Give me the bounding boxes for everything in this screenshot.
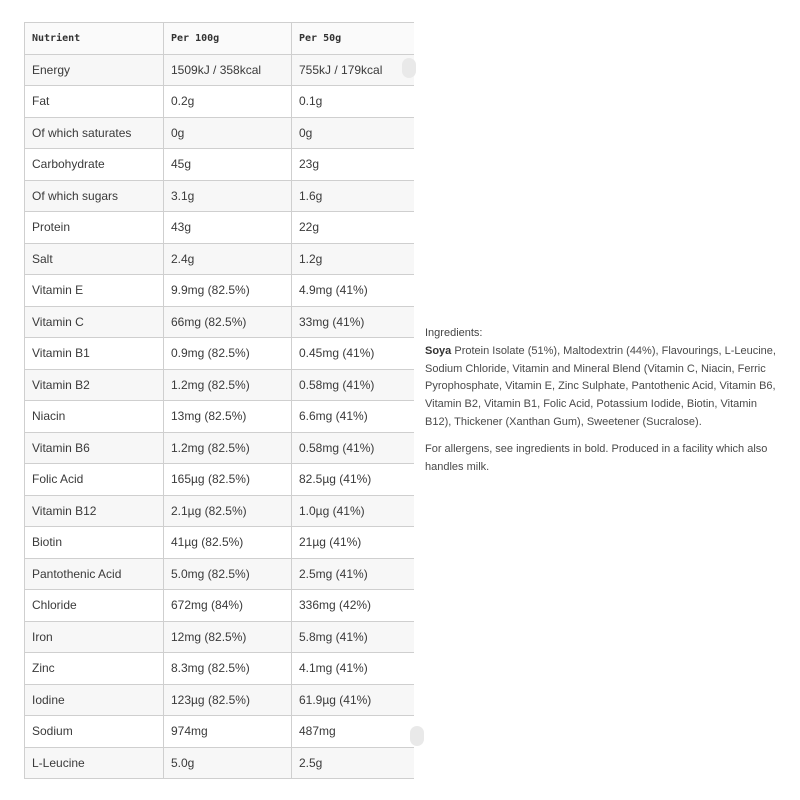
value-per-100g: 1.2mg (82.5%) <box>164 369 292 401</box>
value-per-100g: 2.1µg (82.5%) <box>164 495 292 527</box>
value-per-100g: 165µg (82.5%) <box>164 464 292 496</box>
value-per-50g: 0.45mg (41%) <box>292 338 415 370</box>
header-nutrient: Nutrient <box>25 23 164 55</box>
nutrient-name: Of which sugars <box>25 180 164 212</box>
table-row <box>25 275 415 307</box>
table-row <box>25 495 415 527</box>
value-per-50g: 4.9mg (41%) <box>292 275 415 307</box>
nutrient-name: Pantothenic Acid <box>25 558 164 590</box>
table-row <box>25 590 415 622</box>
nutrient-name: Vitamin B1 <box>25 338 164 370</box>
nutrient-name: Carbohydrate <box>25 149 164 181</box>
value-per-50g: 0g <box>292 117 415 149</box>
table-row <box>25 747 415 779</box>
ingredients-title: Ingredients: <box>425 327 483 339</box>
value-per-50g: 4.1mg (41%) <box>292 653 415 685</box>
value-per-100g: 5.0g <box>164 747 292 779</box>
table-row <box>25 621 415 653</box>
value-per-50g: 21µg (41%) <box>292 527 415 559</box>
table-row <box>25 180 415 212</box>
table-header-row <box>25 23 415 55</box>
nutrient-name: Of which saturates <box>25 117 164 149</box>
nutrient-name: Niacin <box>25 401 164 433</box>
nutrition-table-container[interactable] <box>24 22 414 779</box>
value-per-100g: 2.4g <box>164 243 292 275</box>
nutrient-name: Fat <box>25 86 164 118</box>
scroll-indicator-bottom[interactable] <box>410 726 424 746</box>
table-row <box>25 369 415 401</box>
nutrient-name: Biotin <box>25 527 164 559</box>
value-per-100g: 0.2g <box>164 86 292 118</box>
nutrition-table <box>24 22 414 779</box>
table-row <box>25 653 415 685</box>
value-per-50g: 2.5mg (41%) <box>292 558 415 590</box>
nutrient-name: Chloride <box>25 590 164 622</box>
value-per-50g: 82.5µg (41%) <box>292 464 415 496</box>
value-per-50g: 0.58mg (41%) <box>292 432 415 464</box>
table-row <box>25 306 415 338</box>
value-per-100g: 123µg (82.5%) <box>164 684 292 716</box>
value-per-100g: 9.9mg (82.5%) <box>164 275 292 307</box>
table-row <box>25 401 415 433</box>
table-row <box>25 86 415 118</box>
nutrient-name: Energy <box>25 54 164 86</box>
value-per-50g: 336mg (42%) <box>292 590 415 622</box>
value-per-50g: 2.5g <box>292 747 415 779</box>
value-per-100g: 1509kJ / 358kcal <box>164 54 292 86</box>
table-row <box>25 338 415 370</box>
nutrient-name: Zinc <box>25 653 164 685</box>
value-per-100g: 8.3mg (82.5%) <box>164 653 292 685</box>
value-per-100g: 672mg (84%) <box>164 590 292 622</box>
value-per-50g: 0.1g <box>292 86 415 118</box>
value-per-100g: 41µg (82.5%) <box>164 527 292 559</box>
table-row <box>25 558 415 590</box>
nutrient-name: Vitamin B6 <box>25 432 164 464</box>
table-row <box>25 149 415 181</box>
table-row <box>25 684 415 716</box>
value-per-50g: 6.6mg (41%) <box>292 401 415 433</box>
nutrient-name: Protein <box>25 212 164 244</box>
value-per-50g: 22g <box>292 212 415 244</box>
ingredients-list <box>425 343 785 432</box>
value-per-100g: 13mg (82.5%) <box>164 401 292 433</box>
nutrient-name: L-Leucine <box>25 747 164 779</box>
nutrient-name: Iron <box>25 621 164 653</box>
table-row <box>25 716 415 748</box>
table-row <box>25 243 415 275</box>
nutrient-name: Vitamin B2 <box>25 369 164 401</box>
value-per-100g: 43g <box>164 212 292 244</box>
ingredients-text: Protein Isolate (51%), Maltodextrin (44%), Flavourings, L-Leucine, Sodium Chloride, Vitamin and Mineral Blend (Vitamin C, Niacin, Ferric Pyrophosphate, Vitamin E, Zinc Sulphate, Pantothenic Acid, Vitamin B6, Vitamin B2, Vitamin B1, Folic Acid, Potassium Iodide, Biotin, Vitamin B12), Thickener (Xanthan Gum), Sweetener (Sucralose). <box>425 344 776 428</box>
nutrient-name: Vitamin C <box>25 306 164 338</box>
table-row <box>25 432 415 464</box>
ingredients-section <box>425 325 785 476</box>
value-per-50g: 33mg (41%) <box>292 306 415 338</box>
nutrition-table-body <box>25 54 415 779</box>
table-row <box>25 527 415 559</box>
allergen-note: For allergens, see ingredients in bold. Produced in a facility which also handles milk. <box>425 442 768 473</box>
value-per-100g: 0g <box>164 117 292 149</box>
value-per-50g: 487mg <box>292 716 415 748</box>
value-per-50g: 1.6g <box>292 180 415 212</box>
table-row <box>25 212 415 244</box>
value-per-50g: 23g <box>292 149 415 181</box>
header-per-50g: Per 50g <box>292 23 415 55</box>
allergen-bold-word: Soya <box>425 344 452 357</box>
value-per-100g: 974mg <box>164 716 292 748</box>
nutrient-name: Vitamin B12 <box>25 495 164 527</box>
nutrient-name: Vitamin E <box>25 275 164 307</box>
table-row <box>25 464 415 496</box>
value-per-50g: 61.9µg (41%) <box>292 684 415 716</box>
value-per-50g: 0.58mg (41%) <box>292 369 415 401</box>
value-per-100g: 45g <box>164 149 292 181</box>
value-per-100g: 66mg (82.5%) <box>164 306 292 338</box>
table-row <box>25 117 415 149</box>
nutrient-name: Folic Acid <box>25 464 164 496</box>
header-per-100g: Per 100g <box>164 23 292 55</box>
nutrient-name: Iodine <box>25 684 164 716</box>
scroll-indicator[interactable] <box>402 58 416 78</box>
nutrient-name: Sodium <box>25 716 164 748</box>
value-per-100g: 12mg (82.5%) <box>164 621 292 653</box>
value-per-50g: 1.0µg (41%) <box>292 495 415 527</box>
table-row <box>25 54 415 86</box>
value-per-50g: 1.2g <box>292 243 415 275</box>
value-per-50g: 5.8mg (41%) <box>292 621 415 653</box>
value-per-100g: 3.1g <box>164 180 292 212</box>
value-per-100g: 0.9mg (82.5%) <box>164 338 292 370</box>
nutrient-name: Salt <box>25 243 164 275</box>
value-per-100g: 5.0mg (82.5%) <box>164 558 292 590</box>
value-per-50g: 755kJ / 179kcal <box>292 54 415 86</box>
value-per-100g: 1.2mg (82.5%) <box>164 432 292 464</box>
